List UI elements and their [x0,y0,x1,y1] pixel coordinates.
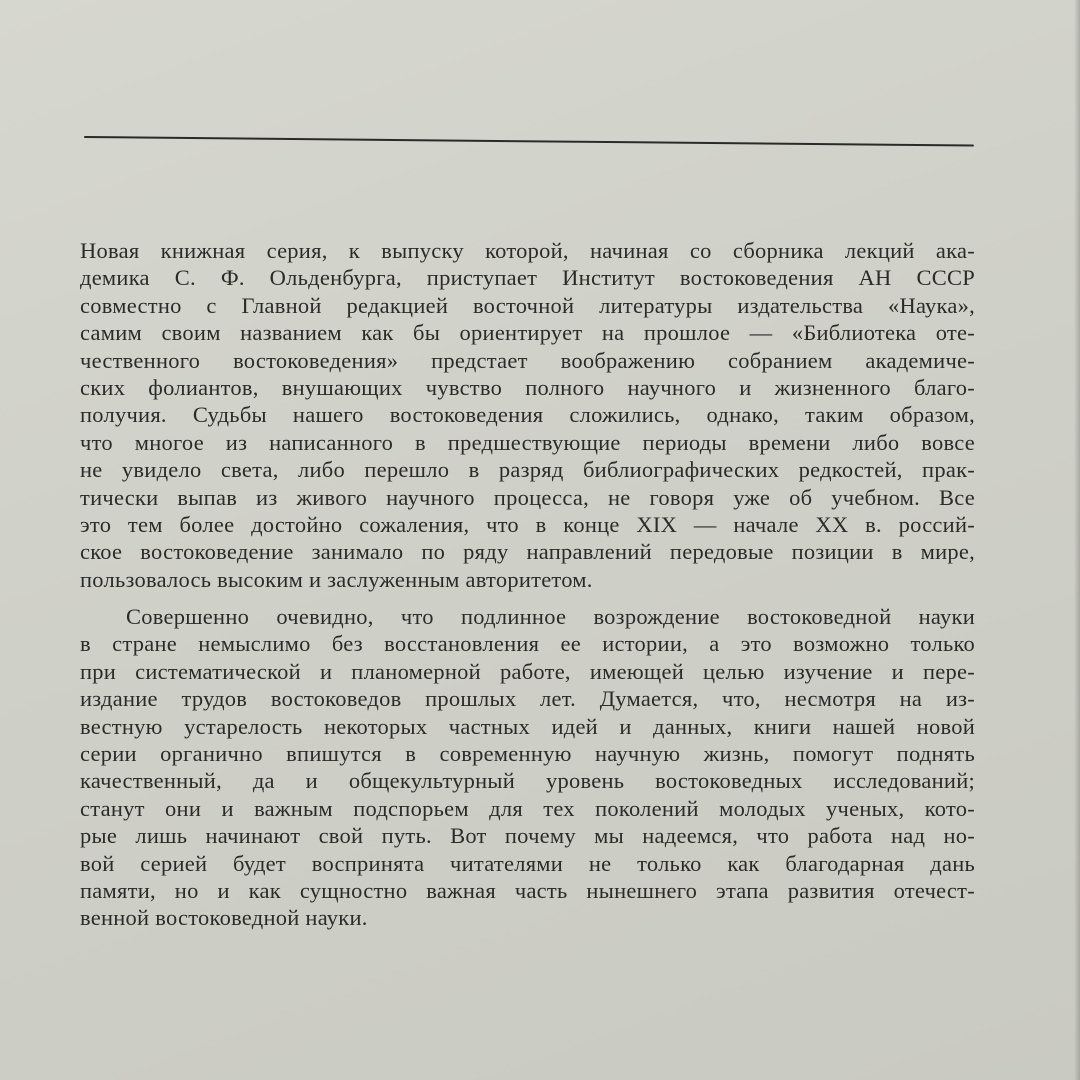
text-line: при систематической и планомерной работе, имеющей целью изучение и пере- [80,658,975,684]
text-line: не увидело света, либо перешло в разряд библиографических редкостей, прак- [80,457,975,483]
page-edge-shadow [1074,0,1080,1080]
paragraph-1 [80,237,975,593]
text-line: тически выпав из живого научного процесса, не говоря уже об учебном. Все [80,484,975,510]
text-line: вой серией будет воспринята читателями не только как благодарная дань [80,850,975,876]
text-line: совместно с Главной редакцией восточной литературы издательства «Наука», [80,292,975,318]
text-line: это тем более достойно сожаления, что в конце XIX — начале XX в. россий- [80,511,975,537]
text-line: памяти, но и как сущностно важная часть нынешнего этапа развития отечест- [80,877,975,903]
text-line: венной востоковедной науки. [80,905,368,931]
text-line: получия. Судьбы нашего востоковедения сложились, однако, таким образом, [80,402,975,428]
text-line: вестную устарелость некоторых частных идей и данных, книги нашей новой [80,713,975,739]
text-line: пользовалось высоким и заслуженным авторитетом. [80,566,593,592]
text-line: Новая книжная серия, к выпуску которой, начиная со сборника лекций ака- [80,238,975,263]
text-line: Совершенно очевидно, что подлинное возрождение востоковедной науки [126,604,975,630]
text-line: чественного востоковедения» предстает воображению собранием академиче- [80,347,975,373]
header-rule [84,136,974,147]
text-line: самим своим названием как бы ориентирует на прошлое — «Библиотека оте- [80,320,975,346]
text-line: качественный, да и общекультурный уровень востоковедных исследований; [80,768,975,794]
text-line: издание трудов востоковедов прошлых лет. Думается, что, несмотря на из- [80,686,975,712]
text-line: рые лишь начинают свой путь. Вот почему мы надеемся, что работа над но- [80,823,975,849]
text-line: демика С. Ф. Ольденбурга, приступает Институт востоковедения АН СССР [80,265,975,291]
text-line: что многое из написанного в предшествующие периоды времени либо вовсе [80,429,975,455]
paragraph-2 [80,603,975,932]
text-line: в стране немыслимо без восстановления ее истории, а это возможно только [80,631,975,657]
body-text [80,237,975,942]
text-line: серии органично впишутся в современную научную жизнь, помогут поднять [80,741,975,767]
text-line: ских фолиантов, внушающих чувство полного научного и жизненного благо- [80,374,975,400]
text-line: ское востоковедение занимало по ряду направлений передовые позиции в мире, [80,539,975,565]
text-line: станут они и важным подспорьем для тех поколений молодых ученых, кото- [80,795,975,821]
